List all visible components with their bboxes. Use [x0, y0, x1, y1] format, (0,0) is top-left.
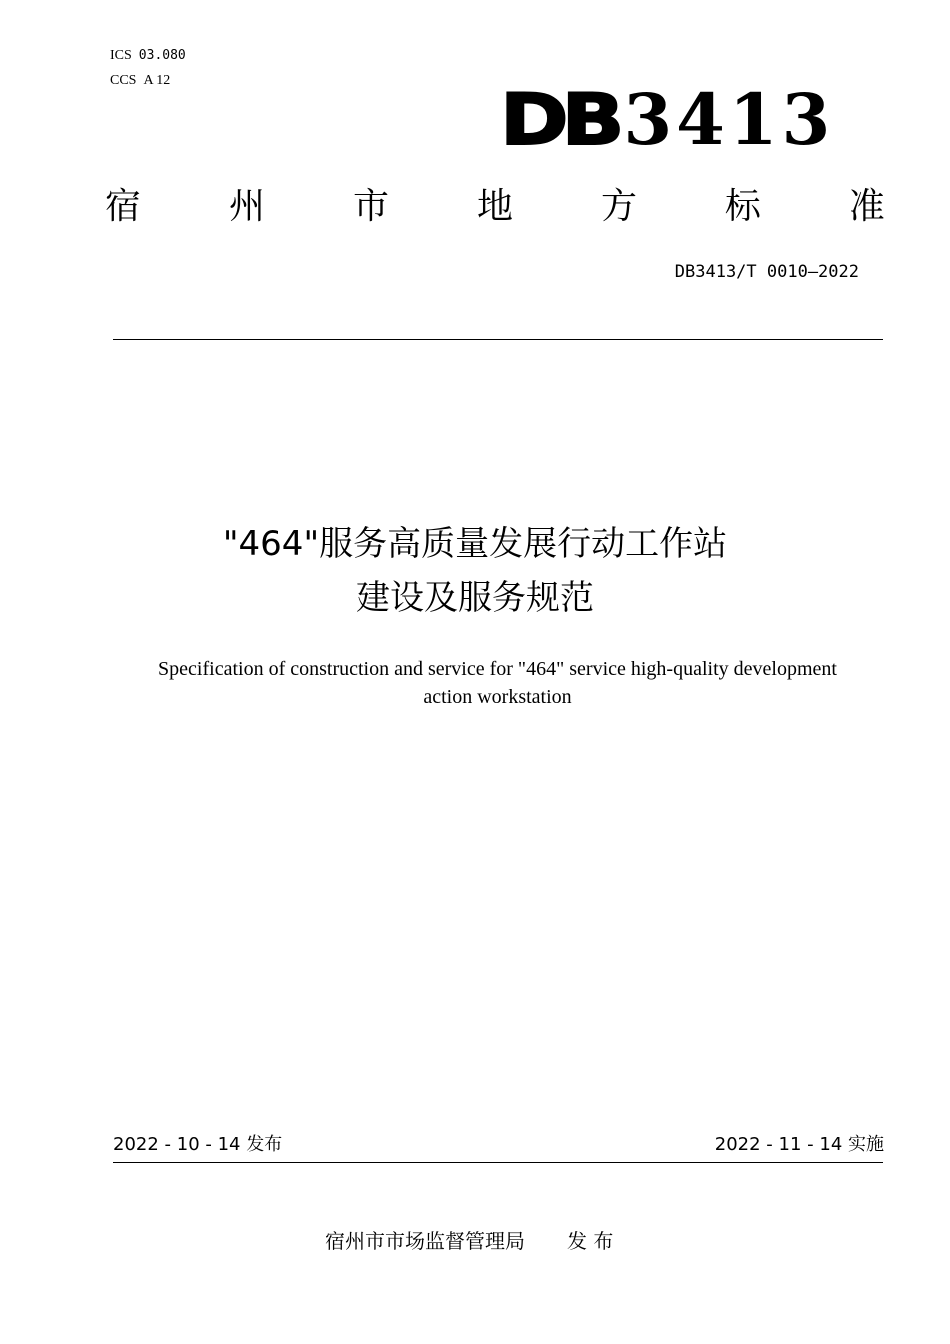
standard-mark-digits: 3413 [623, 78, 835, 161]
header-divider [113, 339, 883, 340]
standard-type-title [105, 186, 885, 228]
footer-divider [113, 1162, 883, 1163]
ccs-value: A 12 [143, 73, 171, 88]
ccs-label: CCS [110, 73, 137, 88]
standard-type-char: 准 [848, 186, 885, 227]
standard-mark [500, 78, 835, 161]
english-title-line-2: action workstation [423, 686, 572, 708]
ccs-code [110, 73, 170, 89]
standard-type-char: 宿 [105, 186, 142, 227]
issuer-verb: 发 布 [567, 1229, 614, 1253]
ics-label: ICS [110, 48, 132, 63]
implementation-date: 2022 - 11 - 14 实施 [714, 1134, 884, 1155]
chinese-title-line-2: 建设及服务规范 [356, 578, 594, 618]
issue-date: 2022 - 10 - 14 发布 [113, 1134, 283, 1155]
issuer-name: 宿州市市场监督管理局 [325, 1229, 525, 1253]
standard-type-char: 标 [724, 186, 761, 227]
standard-type-char: 州 [228, 186, 265, 227]
standard-type-char: 地 [476, 186, 513, 227]
ics-code [110, 48, 186, 64]
standard-number: DB3413/T 0010—2022 [674, 262, 859, 282]
standard-mark-prefix: DB [500, 79, 618, 161]
chinese-title-line-1: "464"服务高质量发展行动工作站 [222, 524, 728, 564]
ics-value: 03.080 [138, 48, 186, 63]
standard-type-char: 方 [600, 186, 637, 227]
english-title-line-1: Specification of construction and service for "464" service high-quality development [158, 658, 837, 680]
standard-type-char: 市 [352, 186, 389, 227]
issuing-authority [325, 1228, 613, 1254]
